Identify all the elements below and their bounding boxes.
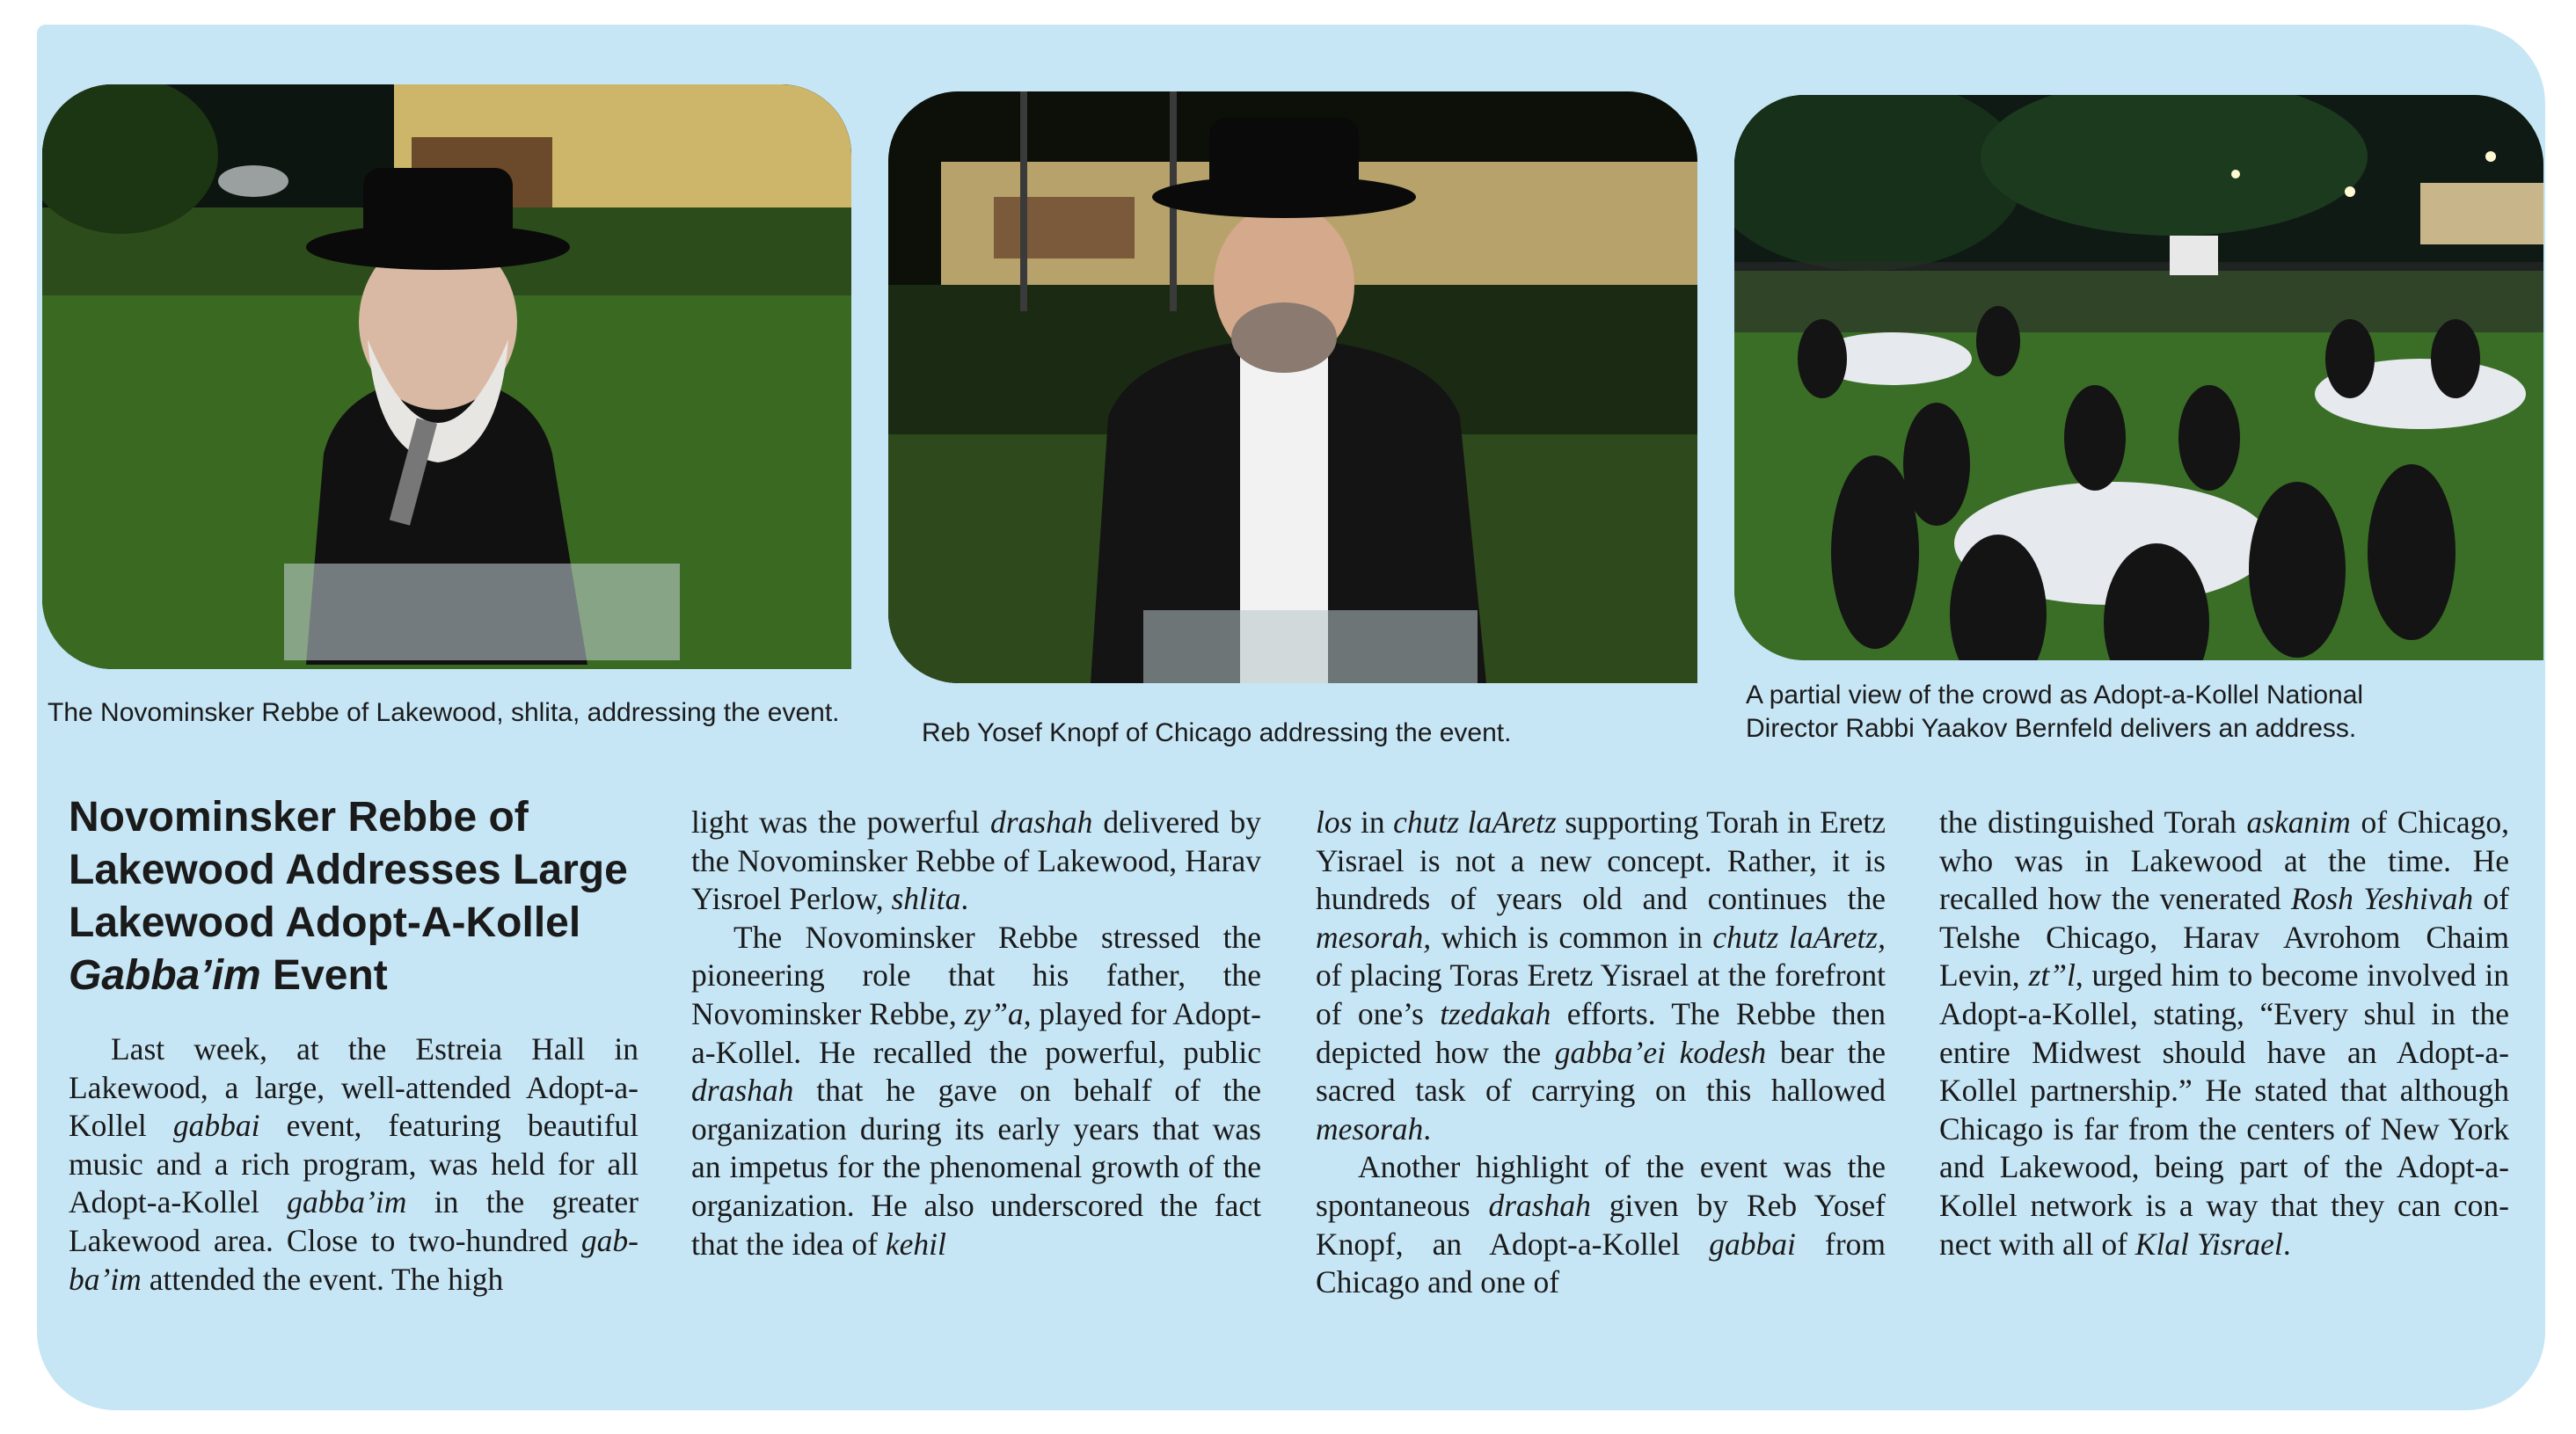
photo-crowd-view bbox=[1734, 95, 2543, 660]
caption-photo-3-line-1: A partial view of the crowd as Adopt-a-Kollel National bbox=[1746, 681, 2364, 710]
photo-novominsker-rebbe bbox=[42, 84, 851, 669]
article-column-1: Last week, at the Estreia Hall in Lakewood, a large, well-attended Adopt-a-Kollel gabbai event, featuring beautiful music and a rich program, was held for all Adopt-a-Kollel gabba’im in the greater Lakewood area. Close to two-hundred gabba’im attended the event. The high bbox=[69, 1031, 639, 1297]
caption-photo-3-line-2: Director Rabbi Yaakov Bernfeld delivers an address. bbox=[1746, 714, 2357, 743]
caption-photo-3 bbox=[1746, 679, 2537, 746]
caption-photo-1: The Novominsker Rebbe of Lakewood, shlita, addressing the event. bbox=[47, 698, 840, 727]
headline-text: Novominsker Rebbe of Lakewood Addresses Large Lakewood Adopt-A-Kollel bbox=[69, 794, 628, 946]
article-column-3: los in chutz laAretz supporting Torah in Eretz Yisrael is not a new concept. Rather, it is hundreds of years old and continues the mesorah, which is common in chutz laAretz, of placing Toras Eretz Yisrael at the forefront of one’s tzedakah efforts. The Rebbe then depicted how the gabba’ei kodesh bear the sacred task of carrying on this hallowed mesorah. Another highlight of the event was the spontaneous drashah given by Reb Yosef Knopf, an Adopt-a-Kollel gabbai from Chicago and one of bbox=[1316, 804, 1886, 1300]
article-headline bbox=[69, 791, 640, 1002]
headline-italic-word: Gabba’im bbox=[69, 952, 261, 999]
photo-reb-yosef-knopf bbox=[888, 91, 1697, 683]
caption-photo-2: Reb Yosef Knopf of Chicago addressing the event. bbox=[922, 718, 1512, 747]
article-column-4: the distinguished Torah askanim of Chicago, who was in Lakewood at the time. He recalled how the venerated Rosh Yeshivah of Telshe Chicago, Harav Avrohom Chaim Levin, zt”l, urged him to become involved in Adopt-a-Kollel, stating, “Every shul in the entire Midwest should have an Adopt-a-Kollel partnership.” He stated that although Chicago is far from the centers of New York and Lakewood, being part of the Adopt-a-Kollel network is a way that they can connect with all of Klal Yisrael. bbox=[1939, 804, 2509, 1262]
article-column-2: light was the powerful drashah delivered by the Novominsker Rebbe of Lakewood, Harav Yisroel Perlow, shlita. The Novominsker Rebbe stressed the pioneering role that his father, the Novominsker Rebbe, zy”a, played for Adopt-a-Kollel. He recalled the powerful, public drashah that he gave on behalf of the organization during its early years that was an impetus for the phenomenal growth of the organization. He also underscored the fact that the idea of kehil bbox=[691, 804, 1261, 1262]
headline-text-end: Event bbox=[260, 952, 388, 999]
